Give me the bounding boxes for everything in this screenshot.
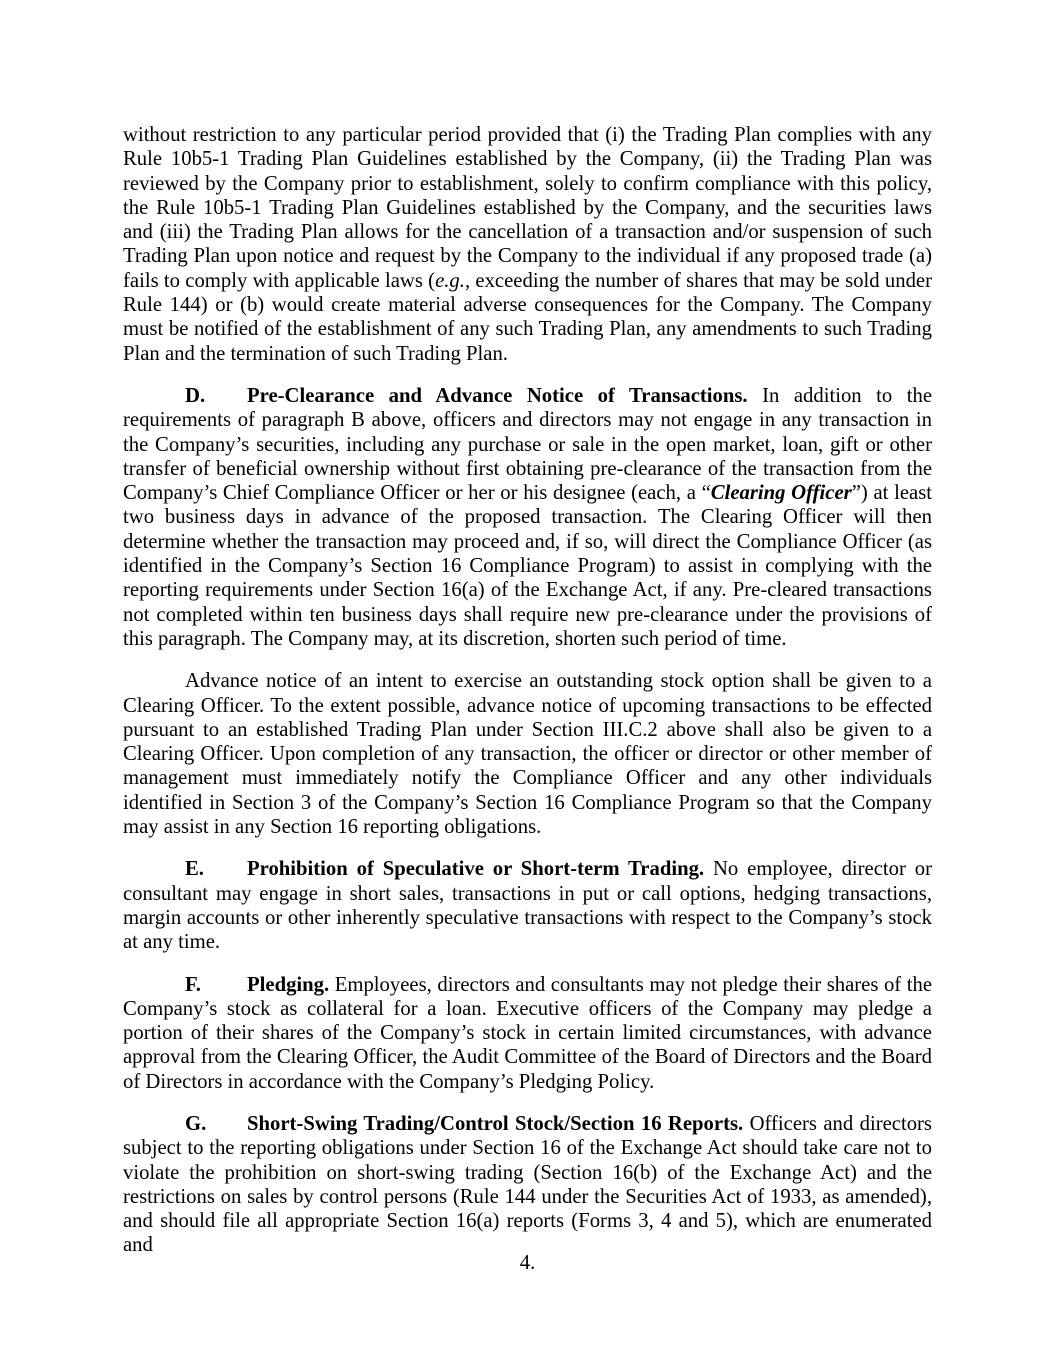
italic-term-eg: e.g. bbox=[435, 269, 465, 292]
paragraph-text: In addition to the requirements of paragraph B above, officers and directors may not engage in any transaction in the Company’s securities, including any purchase or sale in the open market, loan, gift or other transfer of beneficial ownership without first obtaining pre-clearance of the transaction from the Company’s Chief Compliance Officer or her or his designee (each, a “ bbox=[123, 384, 933, 505]
section-letter: E. bbox=[185, 858, 204, 881]
paragraph-advance-notice bbox=[123, 669, 932, 839]
section-heading: Short-Swing Trading/Control Stock/Section 16 Reports. bbox=[247, 1112, 744, 1135]
document-body bbox=[123, 123, 932, 1276]
section-letter: F. bbox=[185, 973, 201, 996]
section-g-short-swing bbox=[123, 1112, 932, 1258]
page-number: 4. bbox=[519, 1252, 536, 1274]
paragraph-text: Advance notice of an intent to exercise an outstanding stock option shall be given to a Clearing Officer. To the extent possible, advance notice of upcoming transactions to be effected pursuant to an established Trading Plan under Section III.C.2 above shall also be given to a Clearing Officer. Upon completion of any transaction, the officer or director or other member of management must immediately notify the Compliance Officer and any other individuals identified in Section 3 of the Company’s Section 16 Compliance Program so that the Company may assist in any Section 16 reporting obligations. bbox=[123, 670, 932, 839]
section-e-speculative-trading bbox=[123, 857, 932, 954]
section-f-pledging bbox=[123, 973, 932, 1094]
paragraph-text: No employee, director or consultant may engage in short sales, transactions in put or call options, hedging transactions, margin accounts or other inherently speculative transactions with respect to the Company’s stock at any time. bbox=[123, 858, 932, 954]
section-heading: Prohibition of Speculative or Short-term Trading. bbox=[247, 858, 705, 881]
defined-term-clearing-officer: Clearing Officer bbox=[710, 482, 852, 505]
section-heading: Pledging. bbox=[247, 973, 330, 996]
section-letter: D. bbox=[185, 384, 206, 407]
section-heading: Pre-Clearance and Advance Notice of Transactions. bbox=[247, 384, 748, 407]
section-letter: G. bbox=[185, 1112, 207, 1135]
paragraph-text: , exceeding the number of shares that may be sold under Rule 144) or (b) would create material adverse consequences for the Company. The Company must be notified of the establishment of any such Trading Plan, any amendments to such Trading Plan and the termination of such Trading Plan. bbox=[123, 269, 932, 365]
page-footer bbox=[0, 1251, 1055, 1275]
paragraph-text: Employees, directors and consultants may not pledge their shares of the Company’s stock as collateral for a loan. Executive officers of the Company may pledge a portion of their shares of the Company’s stock in certain limited circumstances, with advance approval from the Clearing Officer, the Audit Committee of the Board of Directors and the Board of Directors in accordance with the Company’s Pledging Policy. bbox=[123, 973, 932, 1093]
paragraph-text: ”) at least two business days in advance of the proposed transaction. The Clearing Officer will then determine whether the transaction may proceed and, if so, will direct the Compliance Officer (as identified in the Company’s Section 16 Compliance Program) to assist in complying with the reporting requirements under Section 16(a) of the Exchange Act, if any. Pre-cleared transactions not completed within ten business days shall require new pre-clearance under the provisions of this paragraph. The Company may, at its discretion, shorten such period of time. bbox=[123, 482, 932, 650]
paragraph-text: without restriction to any particular period provided that (i) the Trading Plan complies with any Rule 10b5-1 Trading Plan Guidelines established by the Company, (ii) the Trading Plan was reviewed by the Company prior to establishment, solely to confirm compliance with this policy, the Rule 10b5-1 Trading Plan Guidelines established by the Company, and the securities laws and (iii) the Trading Plan allows for the cancellation of a transaction and/or suspension of such Trading Plan upon notice and request by the Company to the individual if any proposed trade (a) fails to comply with applicable laws ( bbox=[123, 124, 932, 292]
paragraph-trading-plan-conditions bbox=[123, 123, 932, 366]
paragraph-text: Officers and directors subject to the reporting obligations under Section 16 of the Exchange Act should take care not to violate the prohibition on short-swing trading (Section 16(b) of the Exchange Act) and the restrictions on sales by control persons (Rule 144 under the Securities Act of 1933, as amended), and should file all appropriate Section 16(a) reports (Forms 3, 4 and 5), which are enumerated and bbox=[123, 1112, 932, 1257]
section-d-pre-clearance bbox=[123, 384, 932, 651]
